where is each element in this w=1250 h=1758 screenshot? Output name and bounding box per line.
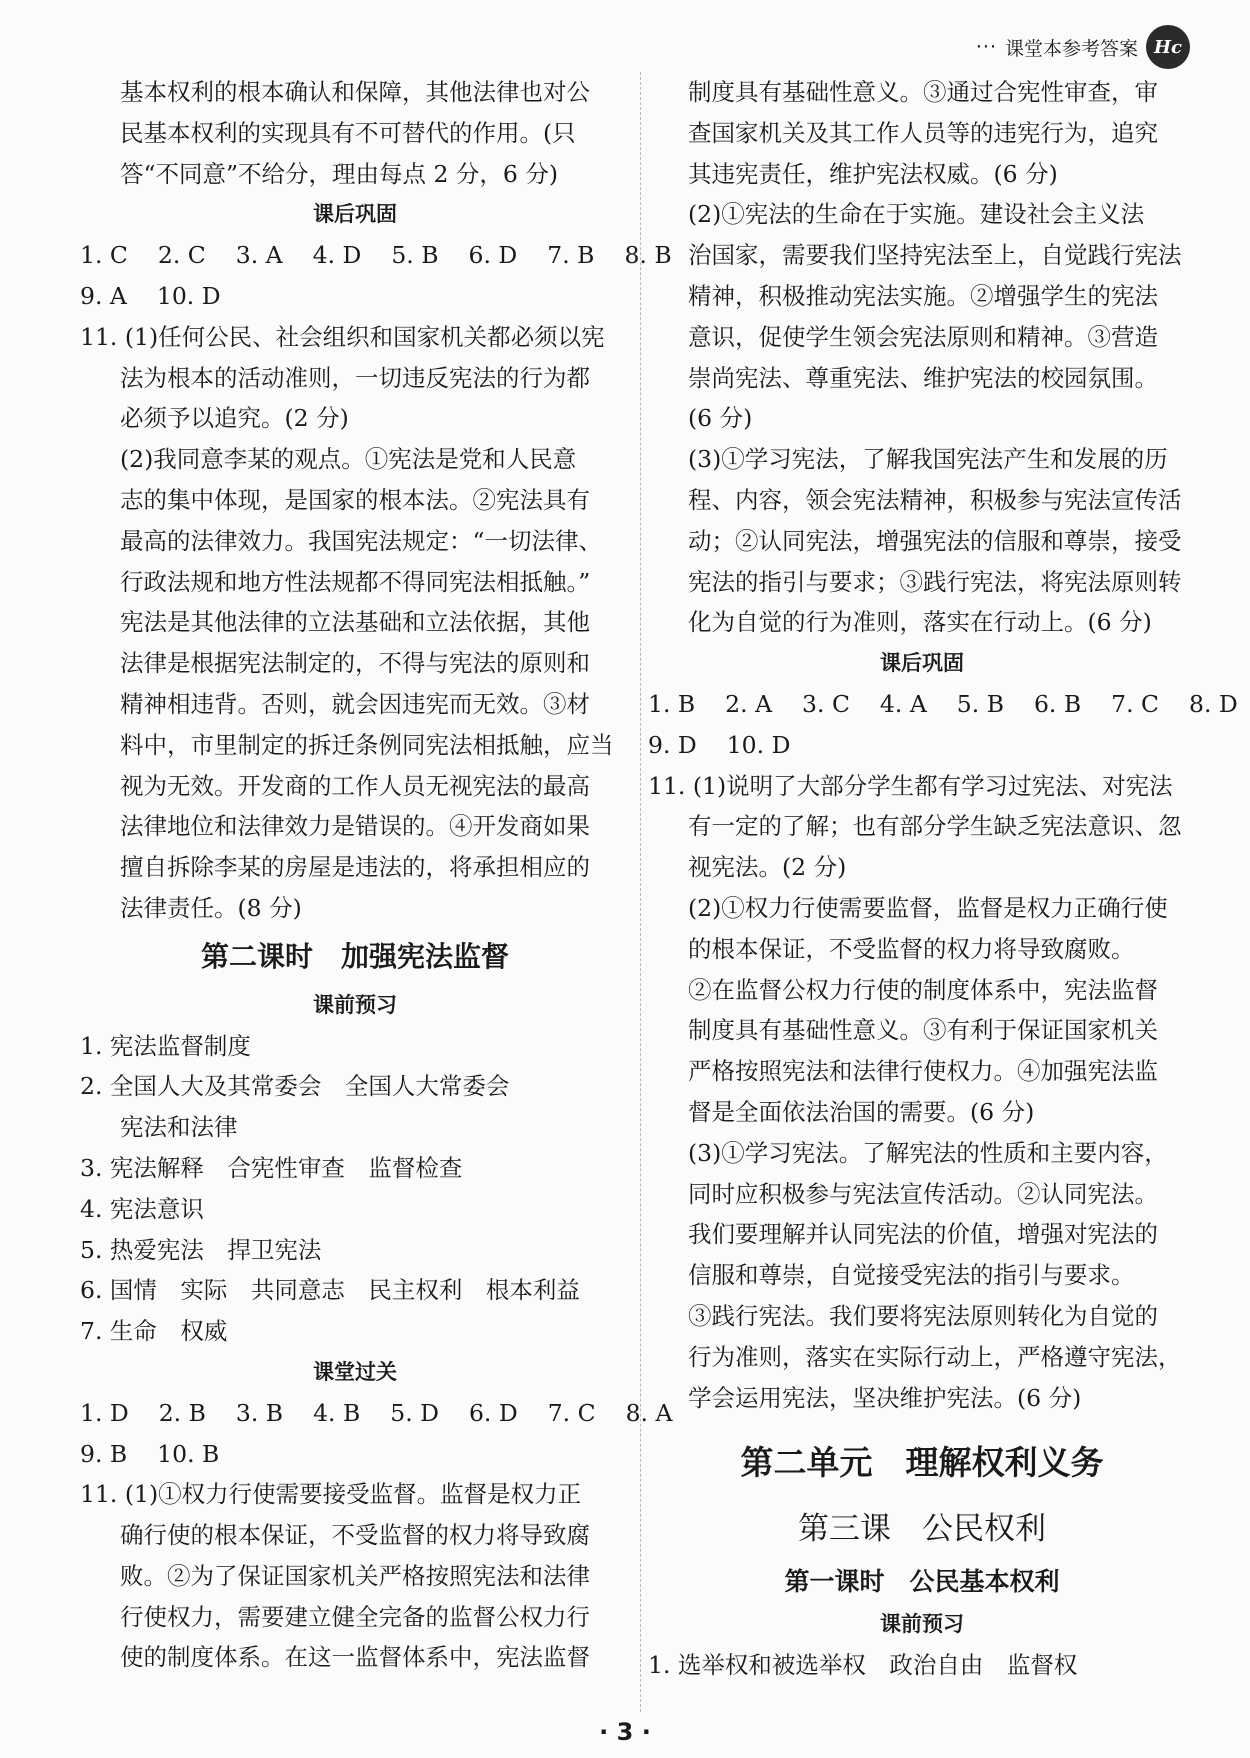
text-line: 视宪法。(2 分) [688, 853, 847, 882]
text-line: 3. 宪法解释 合宪性审查 监督检查 [80, 1153, 463, 1182]
answer: 5. B [956, 689, 1004, 718]
text-line: ③践行宪法。我们要将宪法原则转化为自觉的 [688, 1301, 1158, 1330]
section-heading: 课后巩固 [313, 202, 397, 227]
text-line: 宪法是其他法律的立法基础和立法依据，其他 [120, 608, 590, 637]
text-line: 崇尚宪法、尊重宪法、维护宪法的校园氛围。 [688, 363, 1158, 392]
answer: 7. C [1111, 689, 1160, 718]
answer: 6. B [1033, 689, 1082, 718]
answer: 4. A [879, 689, 927, 718]
text-line: 我们要理解并认同宪法的价值，增强对宪法的 [688, 1220, 1158, 1249]
text-line: 程、内容，领会宪法精神，积极参与宪法宣传活 [688, 485, 1182, 514]
answer: 5. D [390, 1398, 439, 1427]
text-line: ②在监督公权力行使的制度体系中，宪法监督 [688, 975, 1158, 1004]
text-line: 5. 热爱宪法 捍卫宪法 [80, 1235, 322, 1264]
answer: 3. A [235, 241, 283, 270]
text-line: 制度具有基础性意义。③通过合宪性审查，审 [688, 78, 1158, 106]
period-title: 第一课时 公民基本权利 [784, 1567, 1060, 1597]
text-line: (2)①权力行使需要监督，监督是权力正确行使 [688, 893, 1168, 922]
text-line: 11. (1)任何公民、社会组织和国家机关都必须以宪 [80, 322, 605, 351]
text-line: 料中，市里制定的拆迁条例同宪法相抵触，应当 [120, 730, 614, 759]
answer: 8. A [625, 1398, 673, 1427]
section-heading: 课堂过关 [313, 1359, 397, 1384]
answer: 5. B [391, 241, 439, 270]
text-line: 意识，促使学生领会宪法原则和精神。③营造 [688, 322, 1158, 351]
text-line: 行政法规和地方性法规都不得同宪法相抵触。” [120, 567, 591, 596]
answer-row [648, 725, 1196, 766]
text-line: 精神相违背。否则，就会因违宪而无效。③材 [120, 689, 590, 718]
header-dots: ··· [975, 36, 997, 58]
text-line: 查国家机关及其工作人员等的违宪行为，追究 [688, 118, 1158, 147]
header-title: 课堂本参考答案 [1004, 37, 1138, 60]
course-title: 第三课 公民权利 [798, 1511, 1046, 1548]
answer: 4. D [312, 241, 362, 270]
answer: 9. D [648, 730, 697, 759]
text-line: 法律责任。(8 分) [120, 893, 302, 922]
section-heading: 课前预习 [880, 1612, 964, 1637]
text-line: 1. 宪法监督制度 [80, 1031, 251, 1060]
answer: 6. D [468, 1398, 518, 1427]
text-line: 必须予以追究。(2 分) [120, 404, 349, 433]
text-line: 11. (1)说明了大部分学生都有学习过宪法、对宪法 [648, 771, 1173, 800]
text-line: (2)我同意李某的观点。①宪法是党和人民意 [120, 445, 577, 474]
column-divider [640, 72, 641, 1712]
text-line: 学会运用宪法，坚决维护宪法。(6 分) [688, 1383, 1082, 1412]
text-line: (6 分) [688, 404, 753, 433]
text-line: 答“不同意”不给分，理由每点 2 分，6 分) [120, 159, 559, 188]
text-line: 化为自觉的行为准则，落实在行动上。(6 分) [688, 608, 1152, 637]
answer: 10. B [157, 1439, 220, 1468]
page-number: · 3 · [599, 1718, 651, 1746]
answer: 10. D [726, 730, 791, 759]
text-line: 志的集中体现，是国家的根本法。②宪法具有 [120, 485, 590, 514]
answer: 3. B [235, 1398, 284, 1427]
text-line: 宪法和法律 [120, 1113, 238, 1142]
text-line: 民基本权利的实现具有不可替代的作用。(只 [120, 118, 576, 147]
section-heading: 课后巩固 [880, 651, 964, 676]
answer: 3. C [802, 689, 850, 718]
text-line: 11. (1)①权力行使需要接受监督。监督是权力正 [80, 1480, 582, 1509]
answer: 1. D [80, 1398, 129, 1427]
text-line: 严格按照宪法和法律行使权力。④加强宪法监 [688, 1057, 1158, 1086]
answer-row [80, 1434, 630, 1475]
text-line: 其违宪责任，维护宪法权威。(6 分) [688, 159, 1058, 188]
answer: 6. D [468, 241, 518, 270]
answer: 8. D [1189, 689, 1238, 718]
answer: 1. C [80, 241, 128, 270]
answer: 9. A [80, 281, 127, 310]
answer: 1. B [648, 689, 696, 718]
text-line: 法律是根据宪法制定的，不得与宪法的原则和 [120, 649, 590, 678]
text-line: 行使权力，需要建立健全完备的监督公权力行 [120, 1602, 590, 1631]
answer-row [648, 684, 1238, 725]
text-line: (3)①学习宪法，了解我国宪法产生和发展的历 [688, 445, 1168, 474]
text-line: 最高的法律效力。我国宪法规定：“一切法律、 [120, 526, 603, 555]
text-line: 宪法的指引与要求；③践行宪法，将宪法原则转 [688, 567, 1182, 596]
text-line: 精神，积极推动宪法实施。②增强学生的宪法 [688, 281, 1158, 310]
text-line: (3)①学习宪法。了解宪法的性质和主要内容， [688, 1138, 1168, 1167]
text-line: 视为无效。开发商的工作人员无视宪法的最高 [120, 771, 590, 800]
text-line: 7. 生命 权威 [80, 1317, 228, 1346]
answer: 4. B [313, 1398, 361, 1427]
answer: 2. A [725, 689, 773, 718]
answer: 8. B [624, 241, 672, 270]
answer-row [80, 276, 630, 317]
answer: 2. B [158, 1398, 206, 1427]
answer: 7. C [547, 1398, 596, 1427]
answer: 2. C [157, 241, 206, 270]
text-line: 擅自拆除李某的房屋是违法的，将承担相应的 [120, 853, 590, 882]
text-line: 1. 选举权和被选举权 政治自由 监督权 [648, 1651, 1078, 1680]
text-line: 同时应积极参与宪法宣传活动。②认同宪法。 [688, 1179, 1158, 1208]
text-line: 的根本保证，不受监督的权力将导致腐败。 [688, 934, 1135, 963]
section-heading: 课前预习 [313, 992, 397, 1017]
answer-row [80, 235, 672, 276]
text-line: 确行使的根本保证，不受监督的权力将导致腐 [120, 1521, 590, 1550]
answer: 7. B [547, 241, 595, 270]
publisher-logo-icon: Hc [1146, 25, 1190, 69]
text-line: 行为准则，落实在实际行动上，严格遵守宪法， [688, 1342, 1182, 1371]
unit-title: 第二单元 理解权利义务 [740, 1443, 1104, 1483]
text-line: 6. 国情 实际 共同意志 民主权利 根本利益 [80, 1276, 580, 1305]
text-line: 有一定的了解；也有部分学生缺乏宪法意识、忽 [688, 812, 1182, 841]
right-column [648, 72, 1238, 1686]
text-line: 制度具有基础性意义。③有利于保证国家机关 [688, 1016, 1158, 1045]
text-line: 使的制度体系。在这一监督体系中，宪法监督 [120, 1643, 590, 1672]
text-line: 信服和尊崇，自觉接受宪法的指引与要求。 [688, 1261, 1135, 1290]
text-line: 治国家，需要我们坚持宪法至上，自觉践行宪法 [688, 241, 1182, 270]
page-header [976, 22, 1190, 72]
text-line: 基本权利的根本确认和保障，其他法律也对公 [120, 78, 590, 106]
text-line: 败。②为了保证国家机关严格按照宪法和法律 [120, 1561, 590, 1590]
lesson-title: 第二课时 加强宪法监督 [200, 939, 509, 973]
text-line: 2. 全国人大及其常委会 全国人大常委会 [80, 1072, 510, 1101]
text-line: (2)①宪法的生命在于实施。建设社会主义法 [688, 200, 1145, 229]
answer: 10. D [156, 281, 221, 310]
text-line: 4. 宪法意识 [80, 1194, 204, 1223]
answer-row [80, 1393, 673, 1434]
text-line: 法律地位和法律效力是错误的。④开发商如果 [120, 812, 590, 841]
text-line: 动；②认同宪法，增强宪法的信服和尊崇，接受 [688, 526, 1182, 555]
answer: 9. B [80, 1439, 128, 1468]
text-line: 法为根本的活动准则，一切违反宪法的行为都 [120, 363, 590, 392]
text-line: 督是全面依法治国的需要。(6 分) [688, 1097, 1035, 1126]
